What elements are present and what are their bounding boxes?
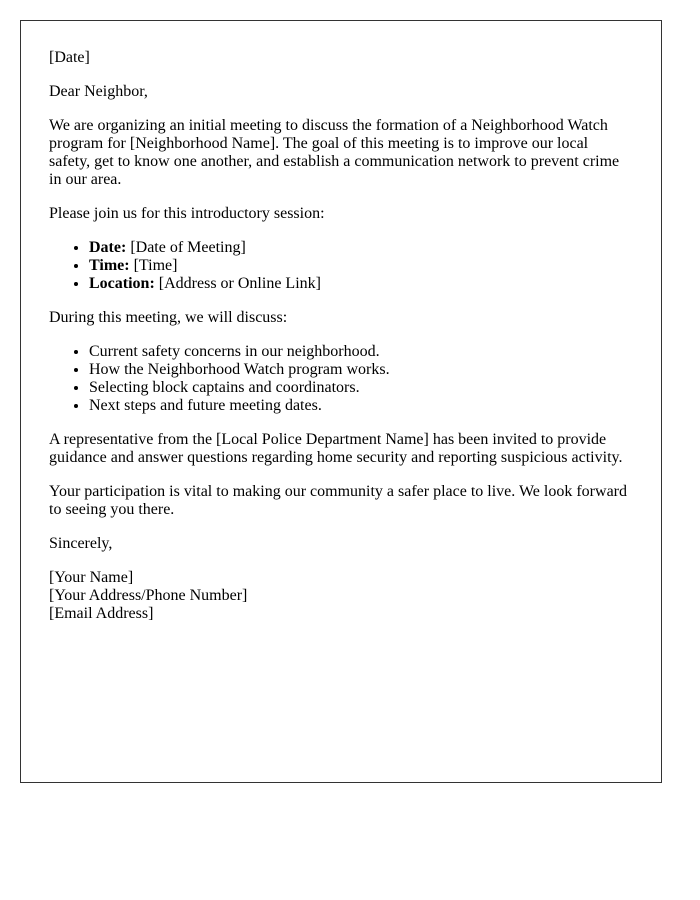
detail-date [89, 239, 633, 257]
agenda-item: • Current safety concerns in our neighborhood. [89, 343, 633, 361]
detail-time [89, 257, 633, 275]
invite-paragraph: Please join us for this introductory session: [49, 205, 325, 222]
detail-location [89, 275, 633, 293]
agenda-item: • How the Neighborhood Watch program works. [89, 361, 633, 379]
detail-value: [Address or Online Link] [154, 275, 321, 292]
closing-paragraph: Your participation is vital to making our community a safer place to live. We look forward to seeing you there. [49, 483, 627, 518]
detail-label: Time: [89, 257, 130, 274]
detail-value: [Time] [129, 257, 178, 274]
signature-address: [Your Address/Phone Number] [49, 587, 248, 604]
salutation: Dear Neighbor, [49, 83, 148, 100]
detail-label: Location: [89, 275, 155, 292]
agenda-list [49, 343, 633, 415]
closing: Sincerely, [49, 535, 113, 552]
agenda-item: • Next steps and future meeting dates. [89, 397, 633, 415]
agenda-item: • Selecting block captains and coordinators. [89, 379, 633, 397]
meeting-details-list [49, 239, 633, 293]
police-paragraph: A representative from the [Local Police Department Name] has been invited to provide guidance and answer questions regarding home security and reporting suspicious activity. [49, 431, 623, 466]
date: [Date] [49, 49, 90, 66]
signature-email: [Email Address] [49, 605, 154, 622]
signature-name: [Your Name] [49, 569, 134, 586]
detail-value: [Date of Meeting] [126, 239, 246, 256]
letter [20, 20, 662, 783]
agenda-intro: During this meeting, we will discuss: [49, 309, 288, 326]
detail-label: Date: [89, 239, 127, 256]
signature-block [49, 569, 633, 623]
intro-paragraph: We are organizing an initial meeting to discuss the formation of a Neighborhood Watch program for [Neighborhood Name]. The goal of this meeting is to improve our local safety, get to know one another, and establish a communication network to prevent crime in our area. [49, 117, 620, 188]
